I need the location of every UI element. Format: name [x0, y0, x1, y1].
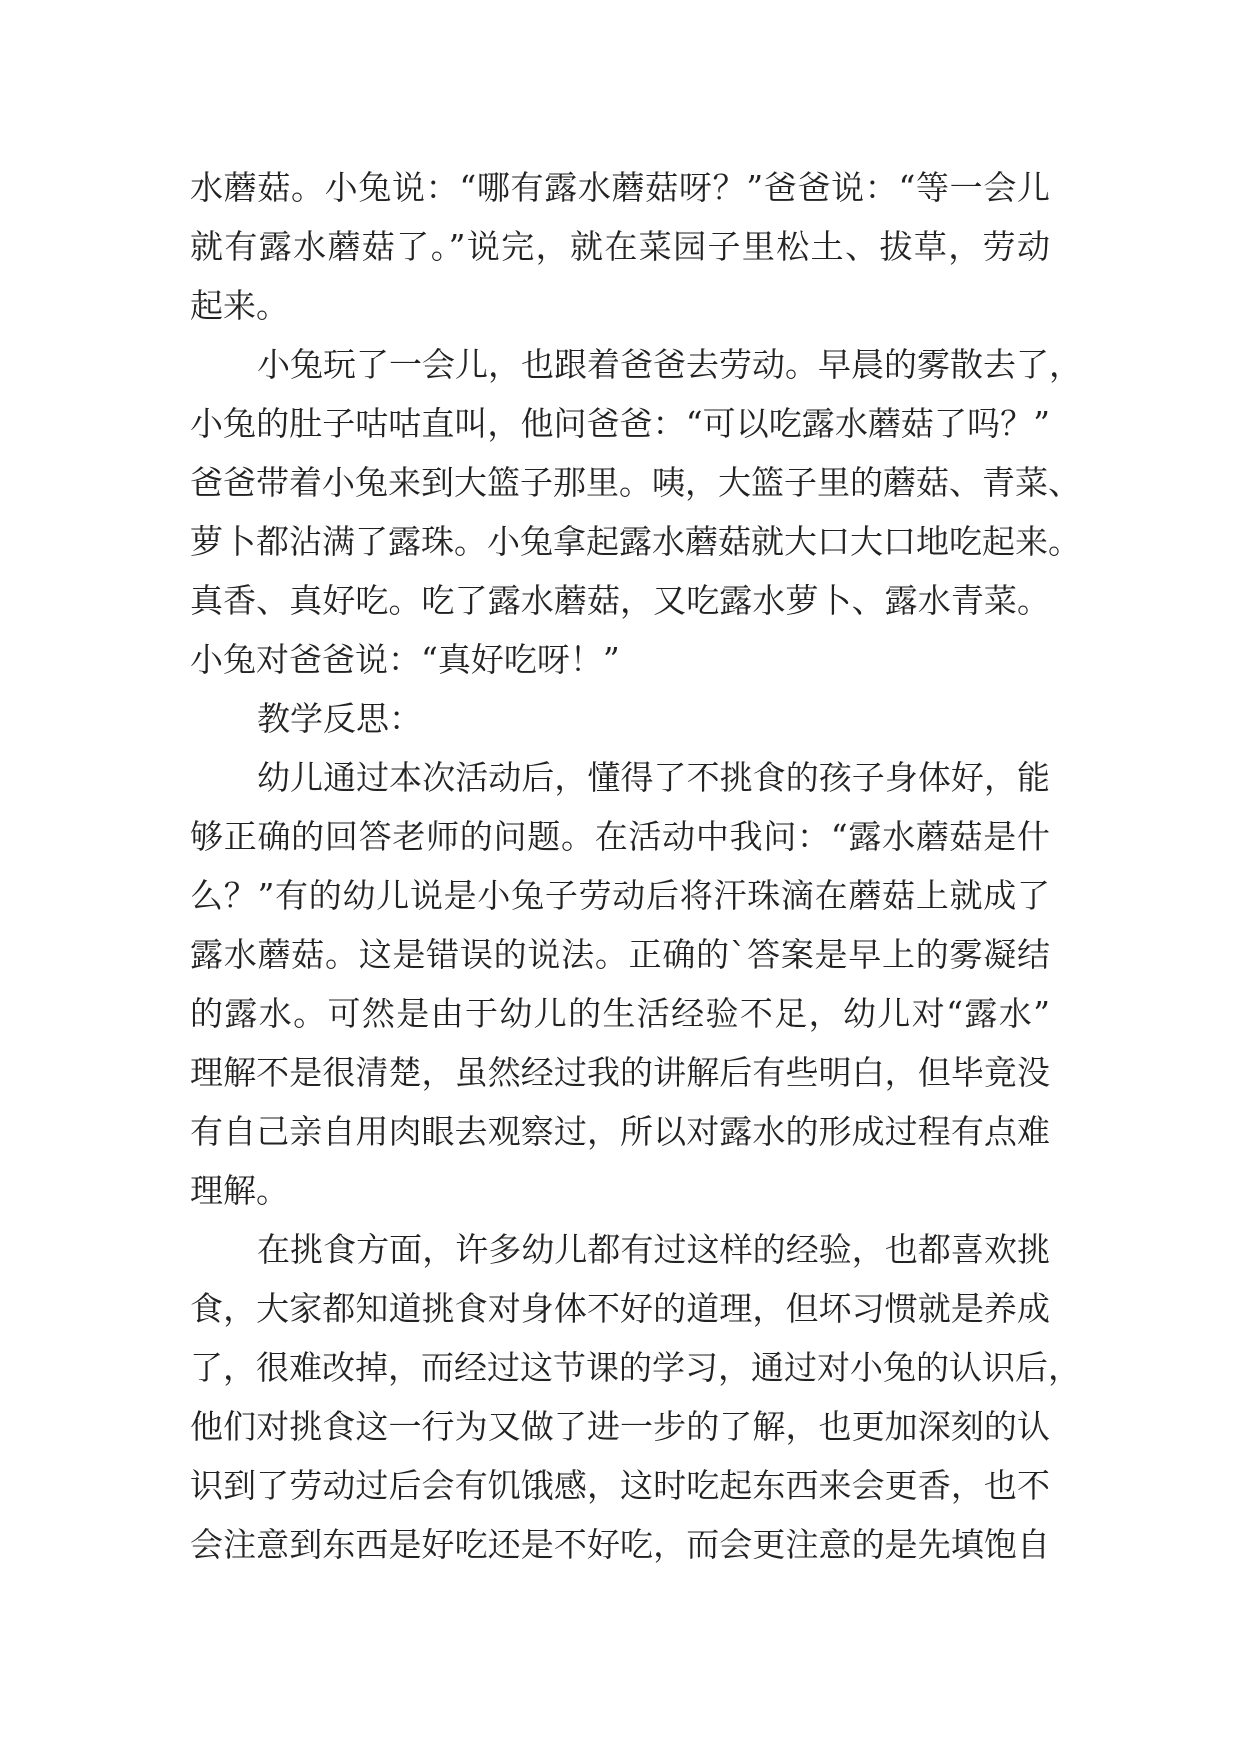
- text-line: 幼儿通过本次活动后，懂得了不挑食的孩子身体好，能: [257, 758, 1050, 797]
- text-line: 露水蘑菇。这是错误的说法。正确的`答案是早上的雾凝结: [190, 935, 1050, 974]
- text-line: 水蘑菇。小兔说：“哪有露水蘑菇呀？”爸爸说：“等一会儿: [190, 168, 1050, 207]
- text-line: 了，很难改掉，而经过这节课的学习，通过对小兔的认识后，: [190, 1348, 1081, 1387]
- text-line: 萝卜都沾满了露珠。小兔拿起露水蘑菇就大口大口地吃起来。: [190, 522, 1081, 561]
- text-line: 的露水。可然是由于幼儿的生活经验不足，幼儿对“露水”: [190, 994, 1050, 1033]
- text-line: 小兔玩了一会儿，也跟着爸爸去劳动。早晨的雾散去了，: [257, 345, 1082, 384]
- text-line: 食，大家都知道挑食对身体不好的道理，但坏习惯就是养成: [190, 1289, 1050, 1328]
- text-line: 爸爸带着小兔来到大篮子那里。咦，大篮子里的蘑菇、青菜、: [190, 463, 1081, 502]
- section-heading: 教学反思：: [257, 699, 422, 738]
- document-body: [190, 158, 1082, 1574]
- text-line: 会注意到东西是好吃还是不好吃，而会更注意的是先填饱自: [190, 1525, 1050, 1564]
- text-line: 小兔的肚子咕咕直叫，他问爸爸：“可以吃露水蘑菇了吗？”: [190, 404, 1050, 443]
- text-line: 他们对挑食这一行为又做了进一步的了解，也更加深刻的认: [190, 1407, 1050, 1446]
- text-line: 理解。: [190, 1171, 289, 1210]
- text-line: 理解不是很清楚，虽然经过我的讲解后有些明白，但毕竟没: [190, 1053, 1050, 1092]
- text-line: 有自己亲自用肉眼去观察过，所以对露水的形成过程有点难: [190, 1112, 1050, 1151]
- text-line: 识到了劳动过后会有饥饿感，这时吃起东西来会更香，也不: [190, 1466, 1050, 1505]
- text-line: 起来。: [190, 286, 289, 325]
- text-line: 在挑食方面，许多幼儿都有过这样的经验，也都喜欢挑: [257, 1230, 1050, 1269]
- text-line: 够正确的回答老师的问题。在活动中我问：“露水蘑菇是什: [190, 817, 1050, 856]
- text-line: 真香、真好吃。吃了露水蘑菇，又吃露水萝卜、露水青菜。: [190, 581, 1050, 620]
- text-line: 么？”有的幼儿说是小兔子劳动后将汗珠滴在蘑菇上就成了: [190, 876, 1050, 915]
- text-line: 就有露水蘑菇了。”说完，就在菜园子里松土、拔草，劳动: [190, 227, 1050, 266]
- text-line: 小兔对爸爸说：“真好吃呀！”: [190, 640, 620, 679]
